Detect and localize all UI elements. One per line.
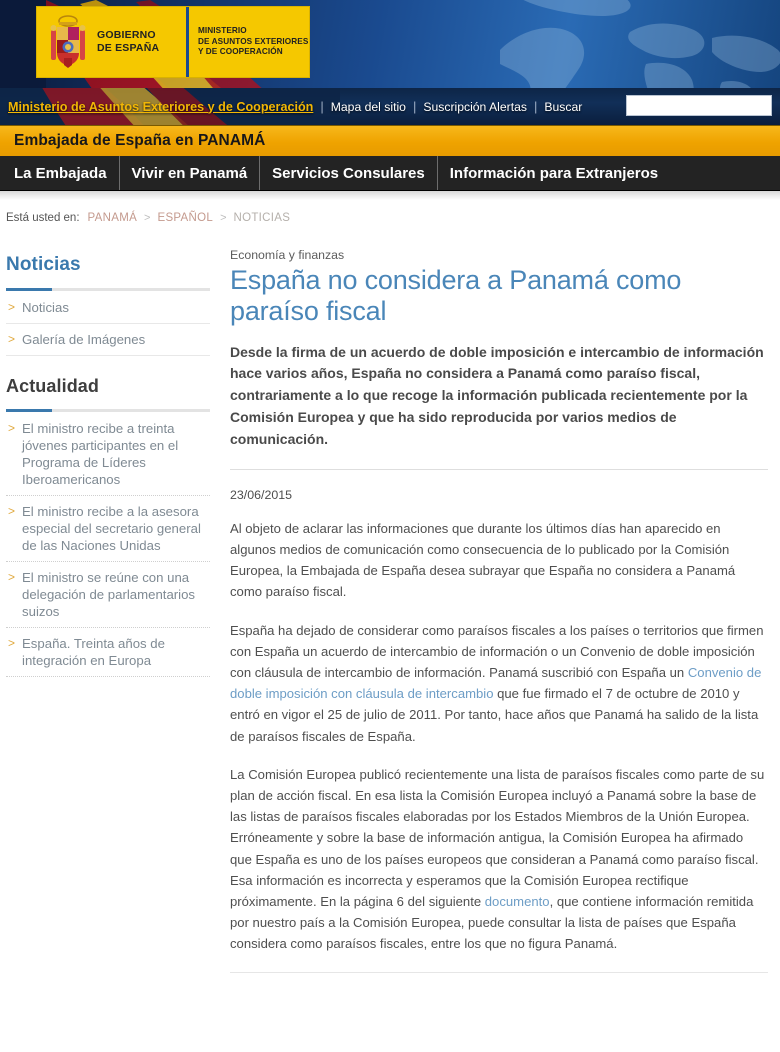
chevron-right-icon: > [8,504,16,518]
sidebar-item-noticias[interactable] [6,292,210,324]
breadcrumb-arrow-2: > [220,212,227,224]
article [222,236,780,973]
utility-link-mapa-del-sitio[interactable]: Mapa del sitio [330,99,406,114]
breadcrumb [0,200,780,236]
sidebar-news-link[interactable]: El ministro se reúne con una delegación de parlamentarios suizos [22,570,196,619]
breadcrumb-arrow-1: > [144,212,151,224]
article-paragraph-3 [230,764,768,955]
nav-item-la-embajada[interactable]: La Embajada [0,156,120,190]
embassy-title: Embajada de España en PANAMÁ [14,132,266,149]
sidebar [0,236,222,973]
convenio-doble-imposicion-link[interactable]: Convenio de doble imposición con cláusula de intercambio [230,664,762,702]
chevron-right-icon: > [8,332,16,346]
sidebar-heading-actualidad: Actualidad [6,376,100,396]
gobierno-de-espana-block [37,7,189,77]
sidebar-list-noticias [6,292,210,356]
search-box[interactable] [626,95,772,116]
sidebar-rule-noticias [6,288,210,291]
sidebar-news-link[interactable]: España. Treinta años de integración en Europa [22,636,165,668]
utility-ministry-link[interactable]: Ministerio de Asuntos Exteriores y de Cooperación [8,99,314,114]
breadcrumb-item-noticias[interactable]: NOTICIAS [233,212,291,224]
sidebar-item-label[interactable]: Galería de Imágenes [22,332,146,347]
article-bottom-divider [230,972,768,973]
list-item[interactable] [6,413,210,496]
chevron-right-icon: > [8,570,16,584]
nav-item-vivir-en-panama[interactable]: Vivir en Panamá [120,156,261,190]
breadcrumb-item-espanol[interactable]: ESPAÑOL [157,212,214,224]
documento-link[interactable]: documento [484,894,550,910]
nav-item-servicios-consulares[interactable]: Servicios Consulares [260,156,438,190]
chevron-right-icon: > [8,421,16,435]
page-title: España no considera a Panamá como paraíso fiscal [230,265,682,327]
sidebar-rule-actualidad [6,409,210,412]
main-navigation [0,156,780,191]
paragraph-3-text-before: La Comisión Europea publicó recientemente una lista de paraísos fiscales como parte de su plan de acción fiscal. En esa lista la Comisión Europea incluyó a Panamá sobre la base de las listas de paraísos fiscales elaboradas por los Estados Miembros de la Unión Europea. Erróneamente y sobre la base de información antigua, la Comisión Europea ha afirmado que España es uno de los países europeos que consideran a Panamá como paraíso fiscal. Esa información es incorrecta y esperamos que la Comisión Europea rectifique próximamente. En la página 6 del siguiente [230,766,765,910]
gobierno-label: GOBIERNO DE ESPAÑA [97,28,160,54]
utility-link-buscar[interactable]: Buscar [544,99,583,114]
sidebar-list-actualidad [6,413,210,677]
utility-separator-2: | [412,99,417,114]
utility-link-suscripcion-alertas[interactable]: Suscripción Alertas [423,99,527,114]
article-date: 23/06/2015 [230,487,293,502]
world-map-graphic [460,0,780,88]
paragraph-3-text-after: , que contiene información remitida por nuestro país a la Comisión Europea, puede consultar la lista de países que España considera como paraísos fiscales, entre los que no figura Panamá. [230,894,754,952]
government-logo[interactable] [36,6,310,78]
breadcrumb-lead: Está usted en: [6,212,80,224]
site-banner [0,0,780,88]
list-item[interactable] [6,562,210,628]
embassy-title-bar [0,125,780,156]
utility-separator-1: | [320,99,324,114]
utility-separator-3: | [534,99,538,114]
sidebar-heading-noticias: Noticias [6,254,81,275]
article-lede: Desde la firma de un acuerdo de doble imposición e intercambio de información hace varios años, España no considera a Panamá como paraíso fiscal, contrariamente a lo que recoge la información publicada recientemente por la Comisión Europea y que ha sido reproducida por varios medios de comunicación. [230,343,764,447]
chevron-right-icon: > [8,636,16,650]
nav-drop-shadow [0,191,780,200]
ministerio-block [189,26,308,58]
paragraph-2-text-after: que fue firmado el 7 de octubre de 2010 y entró en vigor el 25 de julio de 2011. Por tanto, hace años que Panamá ha salido de la lista de paraísos fiscales de España. [230,686,759,744]
search-input[interactable] [627,97,771,116]
article-divider [230,469,768,470]
sidebar-item-label[interactable]: Noticias [22,300,69,315]
article-paragraph-2 [230,620,768,747]
nav-item-informacion-para-extranjeros[interactable]: Información para Extranjeros [449,164,659,182]
utility-navigation [0,88,780,125]
breadcrumb-item-panama[interactable]: PANAMÁ [87,212,138,224]
article-kicker: Economía y finanzas [230,248,345,262]
chevron-right-icon: > [8,300,16,314]
ministerio-label: MINISTERIO DE ASUNTOS EXTERIORES Y DE COOPERACIÓN [198,25,309,57]
spain-coat-of-arms-icon [45,14,91,70]
article-paragraph-1: Al objeto de aclarar las informaciones que durante los últimos días han aparecido en algunos medios de comunicación como consecuencia de lo publicado por la Comisión Europea, la Embajada de España desea subrayar que España no considera a Panamá como paraíso fiscal. [230,520,736,600]
page-body [0,236,780,973]
sidebar-item-galeria-de-imagenes[interactable] [6,324,210,356]
list-item[interactable] [6,628,210,677]
list-item[interactable] [6,496,210,562]
sidebar-news-link[interactable]: El ministro recibe a treinta jóvenes participantes en el Programa de Líderes Iberoamericanos [22,421,179,487]
paragraph-2-text-before: España ha dejado de considerar como paraísos fiscales a los países o territorios que firmen con España un acuerdo de intercambio de información o un Convenio de doble imposición con cláusula de intercambio de información. Panamá suscribió con España un [230,622,764,680]
sidebar-news-link[interactable]: El ministro recibe a la asesora especial del secretario general de las Naciones Unidas [22,504,201,553]
